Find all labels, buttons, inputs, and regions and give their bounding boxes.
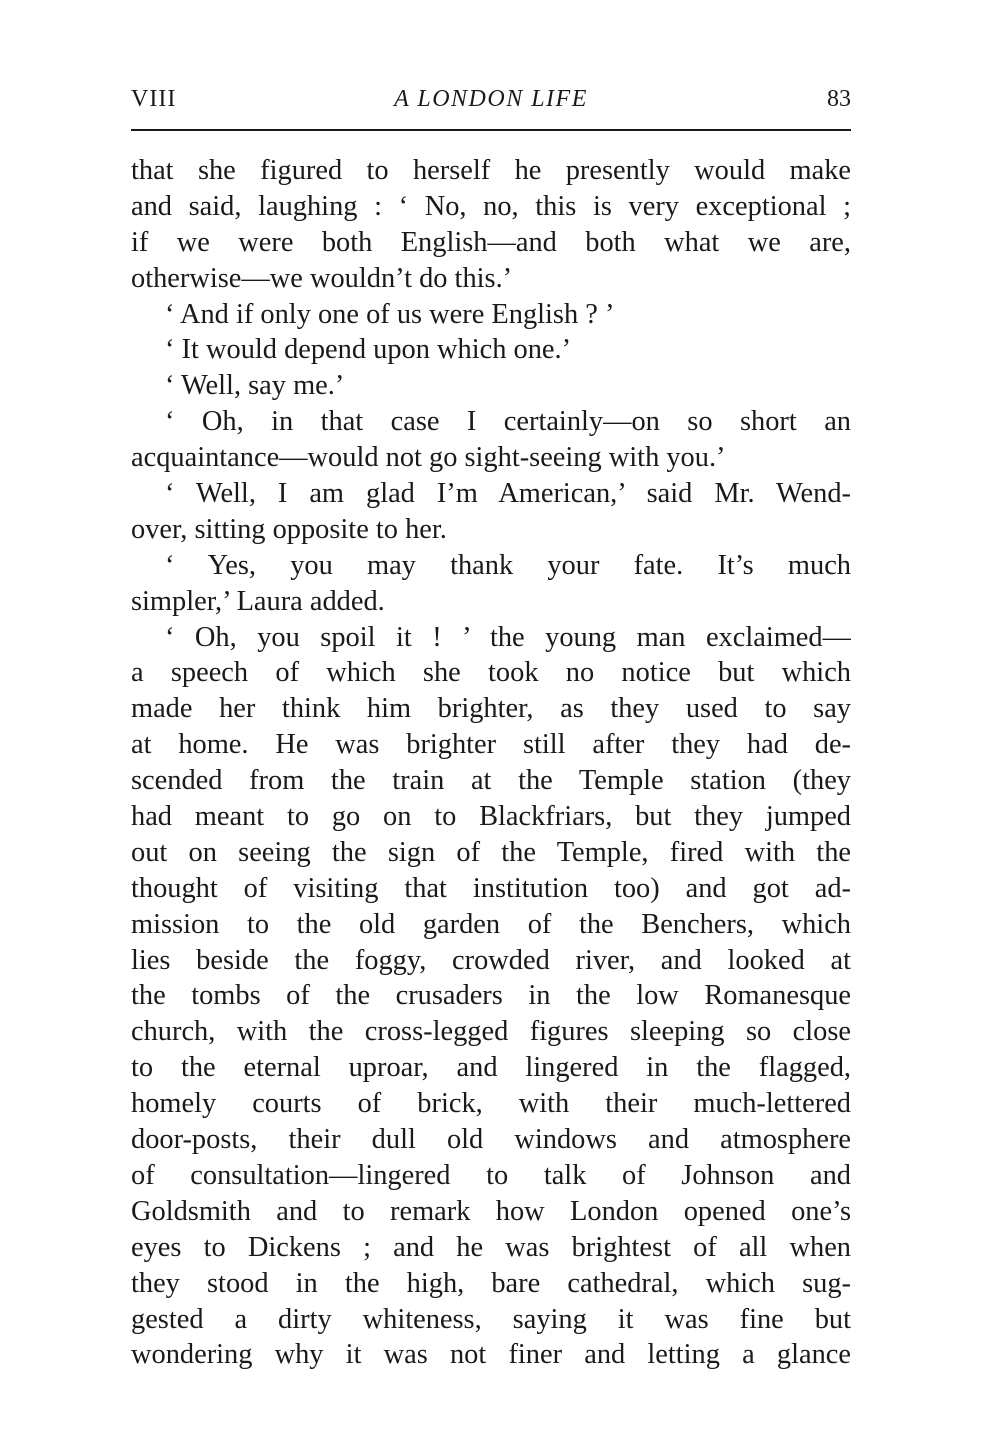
text-line: if we were both English—and both what we are, <box>131 226 851 258</box>
text-line: and said, laughing : ‘ No, no, this is very exceptional ; <box>131 190 851 222</box>
text-line: ‘ And if only one of us were English ? ’ <box>165 298 615 330</box>
text-line: over, sitting opposite to her. <box>131 513 447 545</box>
text-line: eyes to Dickens ; and he was brightest of all when <box>131 1231 851 1263</box>
text-line: homely courts of brick, with their much-lettered <box>131 1088 851 1120</box>
text-line: ‘ Well, say me.’ <box>165 370 345 402</box>
text-line: gested a dirty whiteness, saying it was fine but <box>131 1303 851 1335</box>
text-line: made her think him brighter, as they used to say <box>131 693 851 725</box>
text-line: the tombs of the crusaders in the low Romanesque <box>131 980 851 1012</box>
text-line: acquaintance—would not go sight-seeing with you.’ <box>131 442 726 474</box>
text-line: ‘ Oh, you spoil it ! ’ the young man exclaimed— <box>165 621 851 653</box>
text-line: door-posts, their dull old windows and atmosphere <box>131 1124 851 1156</box>
text-line: at home. He was brighter still after they had de- <box>131 729 851 761</box>
text-line: simpler,’ Laura added. <box>131 585 385 617</box>
text-line: otherwise—we wouldn’t do this.’ <box>131 262 513 294</box>
text-line: mission to the old garden of the Benchers, which <box>131 908 851 940</box>
text-line: ‘ Yes, you may thank your fate. It’s much <box>165 549 851 581</box>
text-line: thought of visiting that institution too) and got ad- <box>131 872 851 904</box>
page-number: 83 <box>827 86 851 112</box>
header-rule <box>131 129 851 131</box>
text-line: scended from the train at the Temple station (they <box>131 765 851 797</box>
text-line: to the eternal uproar, and lingered in the flagged, <box>131 1052 851 1084</box>
text-line: out on seeing the sign of the Temple, fired with the <box>131 836 851 868</box>
text-line: ‘ Well, I am glad I’m American,’ said Mr. Wend- <box>165 478 851 510</box>
book-title: A LONDON LIFE <box>394 86 588 112</box>
text-line: ‘ It would depend upon which one.’ <box>165 334 572 366</box>
text-line: lies beside the foggy, crowded river, and looked at <box>131 944 851 976</box>
text-line: Goldsmith and to remark how London opened one’s <box>131 1195 851 1227</box>
running-head <box>131 84 851 114</box>
text-line: a speech of which she took no notice but which <box>131 657 851 689</box>
text-line: wondering why it was not finer and letting a glance <box>131 1339 851 1371</box>
body-text <box>131 153 851 1373</box>
text-line: had meant to go on to Blackfriars, but they jumped <box>131 801 851 833</box>
text-line: of consultation—lingered to talk of Johnson and <box>131 1159 851 1191</box>
text-line: ‘ Oh, in that case I certainly—on so short an <box>165 406 851 438</box>
text-line: that she figured to herself he presently would make <box>131 155 851 186</box>
text-line: they stood in the high, bare cathedral, which sug- <box>131 1267 851 1299</box>
text-line: church, with the cross-legged figures sleeping so close <box>131 1016 851 1048</box>
chapter-numeral: VIII <box>131 86 177 112</box>
